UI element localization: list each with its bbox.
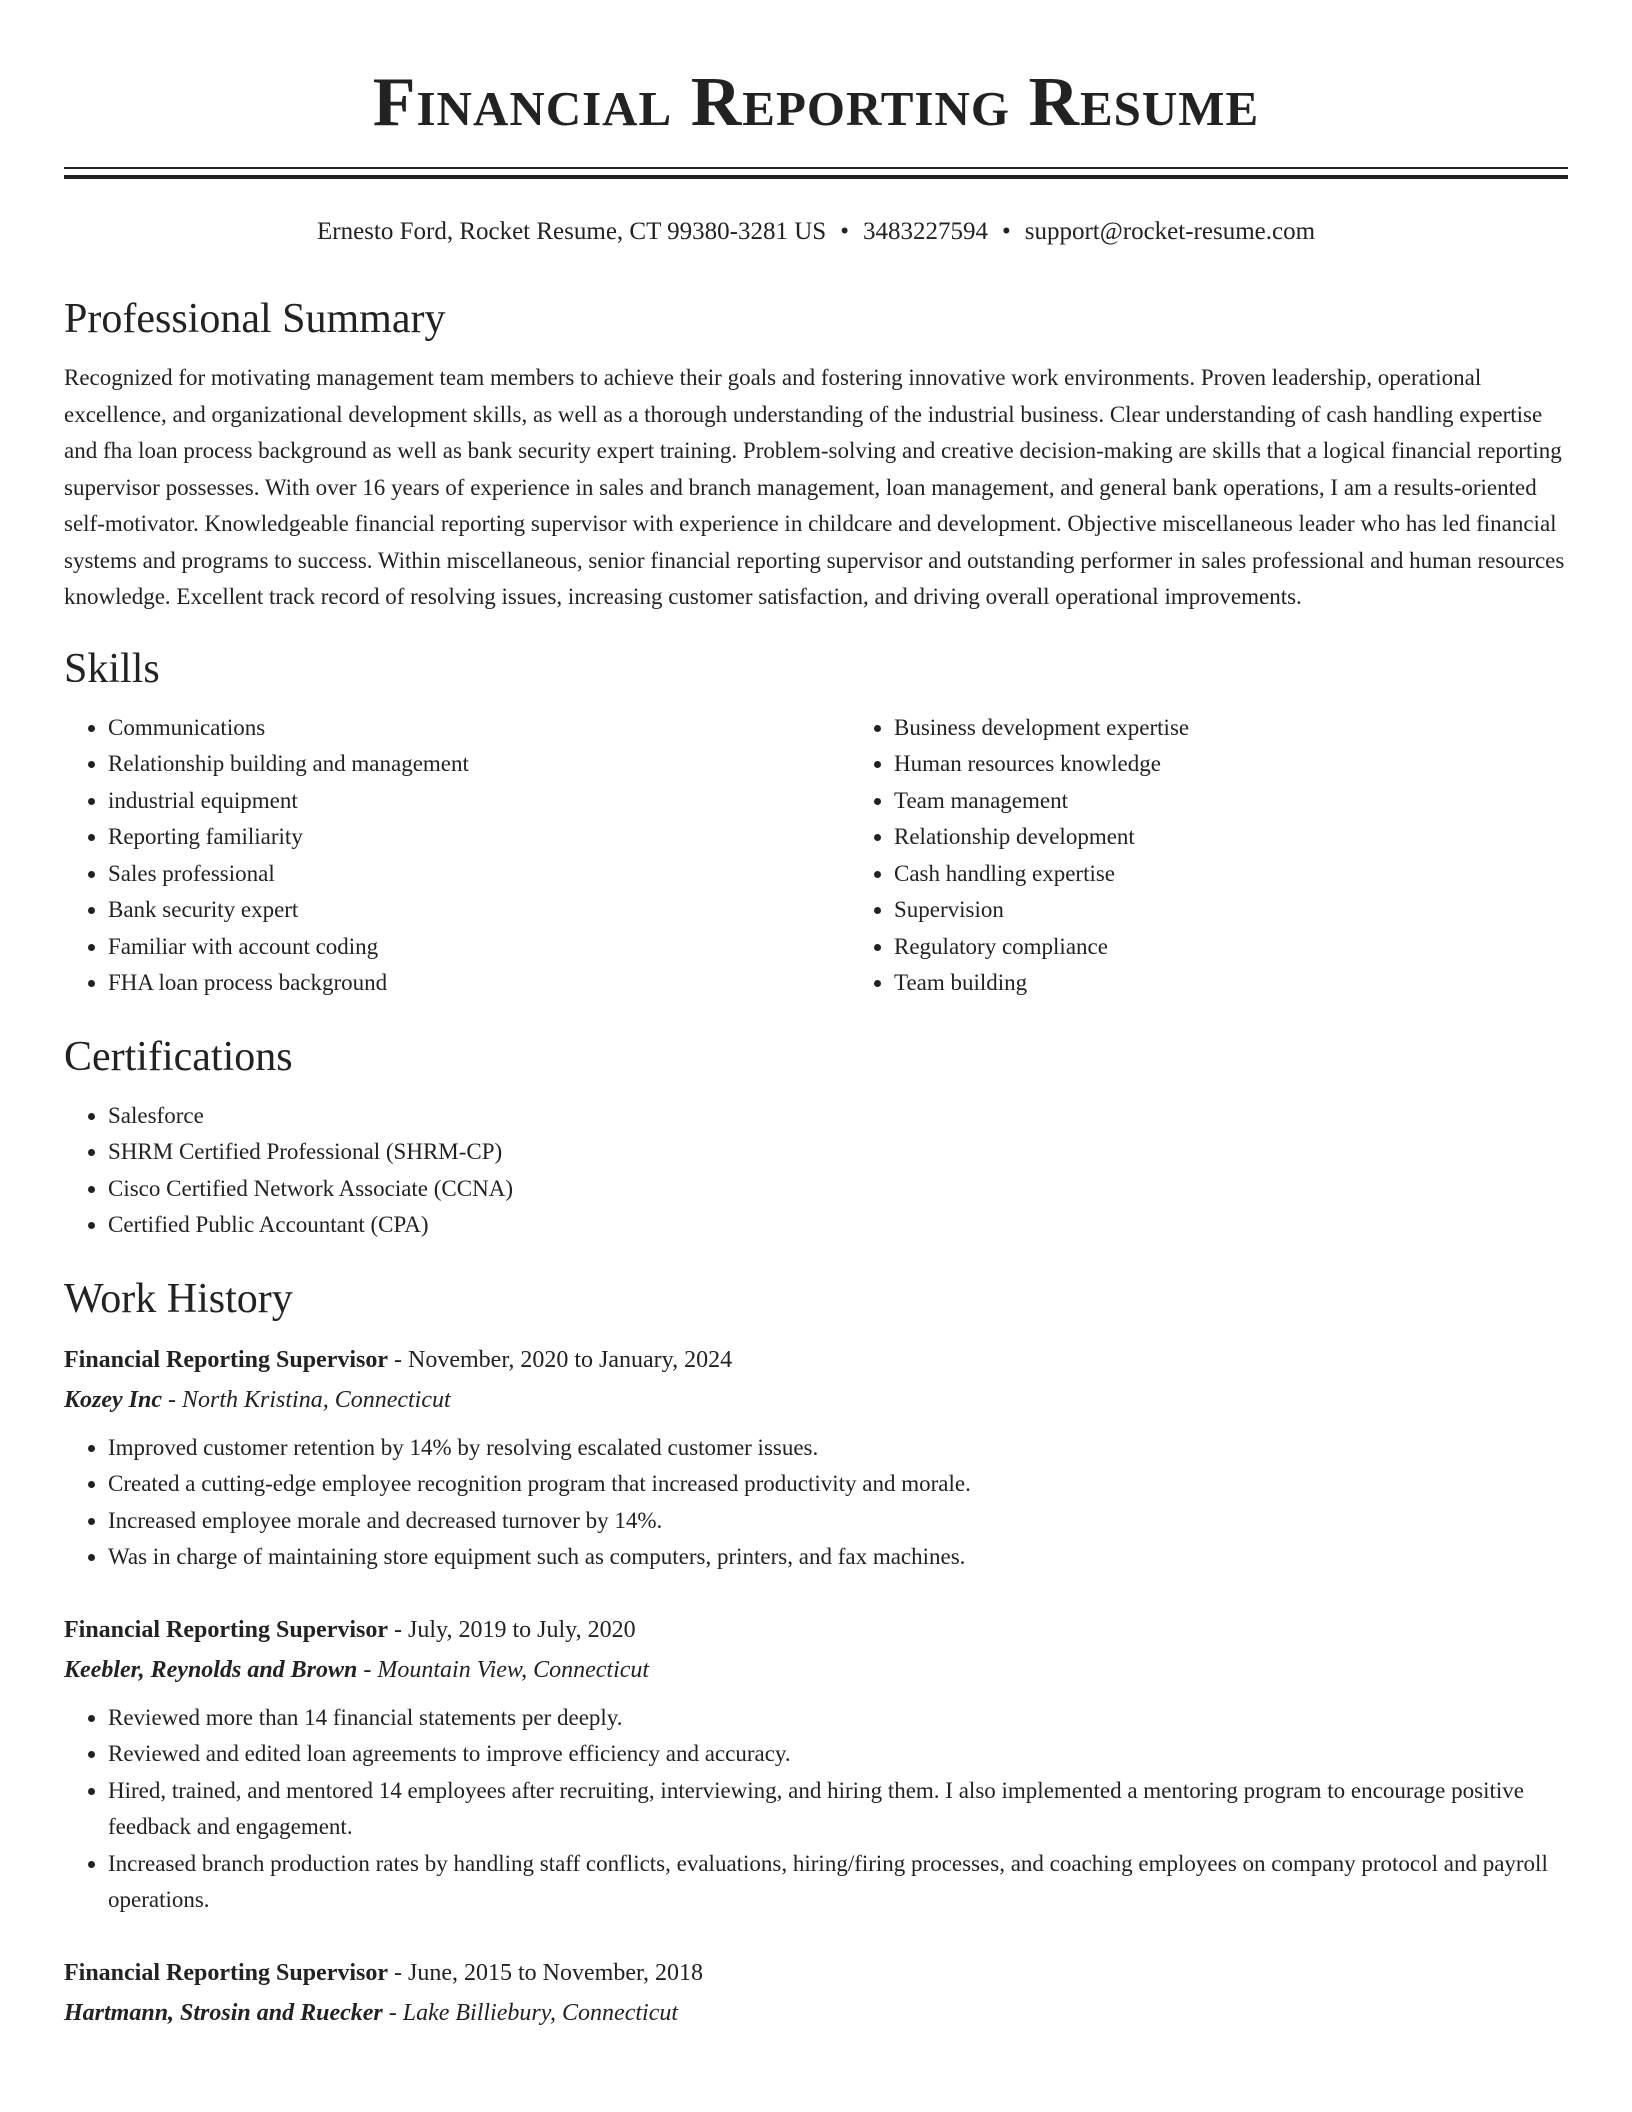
- job-bullets: [64, 1430, 1568, 1576]
- job-title: Financial Reporting Supervisor: [64, 1959, 389, 1986]
- skills-list-left: [64, 710, 850, 1002]
- job-company: Keebler, Reynolds and Brown: [64, 1656, 358, 1683]
- job-title: Financial Reporting Supervisor: [64, 1346, 389, 1373]
- skills-section: [64, 642, 1568, 1002]
- certifications-list: [64, 1098, 1568, 1244]
- contact-address: Ernesto Ford, Rocket Resume, CT 99380-3281 US: [316, 218, 827, 245]
- skill-item: • Team building: [894, 965, 1632, 1002]
- skills-heading: Skills: [64, 645, 160, 692]
- job-bullet: • Hired, trained, and mentored 14 employees after recruiting, interviewing, and hiring them. I also implemented a mentoring program to encourage positive feedback and engagement.: [108, 1773, 1568, 1846]
- job-bullets: [64, 1700, 1568, 1919]
- job-entry: [64, 1610, 1568, 1919]
- job-entry: [64, 1340, 1568, 1576]
- job-title-line: [64, 1340, 1568, 1380]
- job-bullet: • Reviewed more than 14 financial statements per deeply.: [108, 1700, 1568, 1737]
- skill-item: • Team management: [894, 783, 1632, 820]
- certification-item: • Certified Public Accountant (CPA): [108, 1207, 1568, 1244]
- work-history-section: [64, 1272, 1568, 2033]
- job-entry: [64, 1953, 1568, 2033]
- skill-item: • Sales professional: [108, 856, 850, 893]
- skill-item: • Human resources knowledge: [894, 746, 1632, 783]
- summary-heading: Professional Summary: [64, 296, 446, 342]
- summary-section: [64, 292, 1568, 616]
- certifications-heading: Certifications: [64, 1033, 293, 1080]
- skill-item: • Reporting familiarity: [108, 819, 850, 856]
- job-bullet: • Created a cutting-edge employee recognition program that increased productivity and morale.: [108, 1466, 1568, 1503]
- contact-phone: 3483227594: [862, 218, 988, 245]
- job-bullet: • Increased branch production rates by handling staff conflicts, evaluations, hiring/firing processes, and coaching employees on company protocol and payroll operations.: [108, 1846, 1568, 1919]
- skills-list-right: [850, 710, 1632, 1002]
- certification-item: • Cisco Certified Network Associate (CCNA): [108, 1171, 1568, 1208]
- skill-item: • Supervision: [894, 892, 1632, 929]
- summary-text: Recognized for motivating management team members to achieve their goals and fostering innovative work environments. Proven leadership, operational excellence, and organizational development skills, as well as a thorough understanding of the industrial business. Clear understanding of cash handling expertise and fha loan process background as well as bank security expert training. Problem-solving and creative decision-making are skills that a logical financial reporting supervisor possesses. With over 16 years of experience in sales and branch management, loan management, and general bank operations, I am a results-oriented self-motivator. Knowledgeable financial reporting supervisor with experience in childcare and development. Objective miscellaneous leader who has led financial systems and programs to success. Within miscellaneous, senior financial reporting supervisor and outstanding performer in sales professional and human resources knowledge. Excellent track record of resolving issues, increasing customer satisfaction, and driving overall operational improvements.: [64, 365, 1565, 609]
- job-title-line: [64, 1610, 1568, 1650]
- certification-item: • Salesforce: [108, 1098, 1568, 1135]
- skill-item: • Regulatory compliance: [894, 929, 1632, 966]
- resume-content: [64, 292, 1568, 2043]
- skill-item: • FHA loan process background: [108, 965, 850, 1002]
- job-company: Kozey Inc: [64, 1386, 162, 1413]
- job-title: Financial Reporting Supervisor: [64, 1616, 389, 1643]
- job-bullet: • Was in charge of maintaining store equipment such as computers, printers, and fax machines.: [108, 1539, 1568, 1576]
- job-bullet: • Increased employee morale and decreased turnover by 14%.: [108, 1503, 1568, 1540]
- title-divider-bottom: [64, 175, 1568, 179]
- skills-columns: [64, 710, 1568, 1002]
- skill-item: • industrial equipment: [108, 783, 850, 820]
- contact-separator: •: [840, 218, 849, 245]
- certification-item: • SHRM Certified Professional (SHRM-CP): [108, 1134, 1568, 1171]
- contact-line: [0, 215, 1632, 249]
- job-dates: - June, 2015 to November, 2018: [388, 1959, 704, 1986]
- job-company: Hartmann, Strosin and Ruecker: [64, 1999, 383, 2026]
- skill-item: • Relationship building and management: [108, 746, 850, 783]
- certifications-section: [64, 1030, 1568, 1244]
- job-dates: - July, 2019 to July, 2020: [388, 1616, 636, 1643]
- job-location: - North Kristina, Connecticut: [162, 1386, 451, 1413]
- job-location: - Mountain View, Connecticut: [357, 1656, 650, 1683]
- job-bullet: • Improved customer retention by 14% by resolving escalated customer issues.: [108, 1430, 1568, 1467]
- job-company-line: [64, 1993, 1568, 2033]
- job-company-line: [64, 1380, 1568, 1420]
- job-bullet: • Reviewed and edited loan agreements to improve efficiency and accuracy.: [108, 1736, 1568, 1773]
- job-company-line: [64, 1650, 1568, 1690]
- skill-item: • Familiar with account coding: [108, 929, 850, 966]
- title-divider-top: [64, 167, 1568, 169]
- skill-item: • Bank security expert: [108, 892, 850, 929]
- contact-email: support@rocket-resume.com: [1024, 218, 1316, 245]
- job-dates: - November, 2020 to January, 2024: [388, 1346, 733, 1373]
- job-location: - Lake Billiebury, Connecticut: [382, 1999, 679, 2026]
- work-history-heading: Work History: [64, 1275, 293, 1322]
- page-title: Financial Reporting Resume: [372, 64, 1260, 141]
- job-title-line: [64, 1953, 1568, 1993]
- contact-separator: •: [1001, 218, 1011, 245]
- skill-item: • Communications: [108, 710, 850, 747]
- skill-item: • Business development expertise: [894, 710, 1632, 747]
- skill-item: • Cash handling expertise: [894, 856, 1632, 893]
- skill-item: • Relationship development: [894, 819, 1632, 856]
